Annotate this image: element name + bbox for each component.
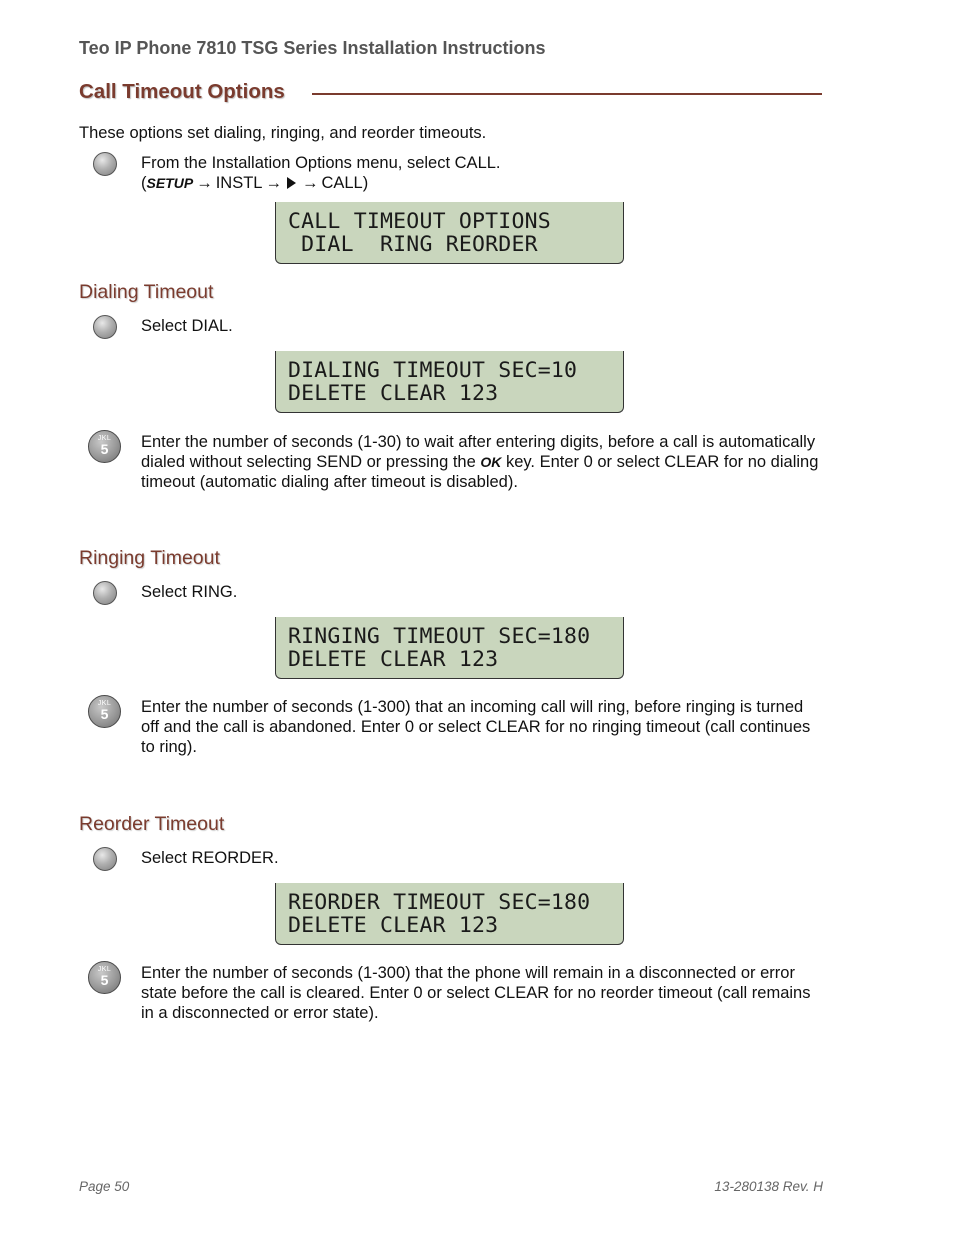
key-5-icon bbox=[88, 430, 121, 463]
select-ring-text: Select RING. bbox=[141, 583, 238, 601]
key-digit: 5 bbox=[100, 441, 109, 457]
step-select-call: From the Installation Options menu, select CALL. bbox=[141, 154, 501, 172]
path-instl: INSTL bbox=[215, 174, 263, 192]
lcd-line-2: DELETE CLEAR 123 bbox=[288, 381, 499, 406]
lcd-line-1: REORDER TIMEOUT SEC=180 bbox=[288, 890, 591, 915]
menu-path bbox=[141, 173, 368, 193]
ok-key-label: OK bbox=[480, 454, 502, 470]
setup-key-label: SETUP bbox=[146, 175, 194, 191]
lcd-display-dialing bbox=[275, 351, 624, 413]
document-number: 13-280138 Rev. H bbox=[714, 1179, 823, 1194]
ringing-timeout-heading: Ringing Timeout bbox=[79, 547, 220, 569]
step-bullet-icon bbox=[93, 315, 117, 339]
key-letters: JKL bbox=[97, 700, 112, 707]
arrow-right-icon: → bbox=[301, 174, 319, 192]
lcd-display-ringing bbox=[275, 617, 624, 679]
lcd-line-1: RINGING TIMEOUT SEC=180 bbox=[288, 624, 591, 649]
lcd-line-2: DELETE CLEAR 123 bbox=[288, 647, 499, 672]
select-dial-text: Select DIAL. bbox=[141, 317, 233, 335]
lcd-line-2: DIAL RING REORDER bbox=[288, 232, 538, 257]
dialing-description bbox=[141, 432, 821, 492]
section-rule bbox=[312, 93, 822, 95]
select-reorder-text: Select REORDER. bbox=[141, 849, 279, 867]
arrow-right-icon: → bbox=[196, 174, 213, 192]
play-triangle-icon bbox=[287, 177, 296, 189]
desc-part: key. Enter 0 or select CLEAR for no dialing timeout (automatic dialing after timeout is disabled). bbox=[141, 453, 819, 491]
key-letters: JKL bbox=[97, 435, 112, 442]
lcd-line-1: CALL TIMEOUT OPTIONS bbox=[288, 209, 551, 234]
step-bullet-icon bbox=[93, 581, 117, 605]
lcd-display-reorder bbox=[275, 883, 624, 945]
page-number: Page 50 bbox=[79, 1179, 130, 1194]
path-open: ( bbox=[141, 174, 147, 192]
document-title: Teo IP Phone 7810 TSG Series Installation Instructions bbox=[79, 38, 546, 58]
lcd-line-1: DIALING TIMEOUT SEC=10 bbox=[288, 358, 578, 383]
dialing-timeout-heading: Dialing Timeout bbox=[79, 281, 214, 303]
key-5-icon bbox=[88, 961, 121, 994]
desc-part: Enter the number of seconds (1-30) to wait after entering digits, before a call is automatically dialed without selecting SEND or pressing the bbox=[141, 433, 816, 471]
key-digit: 5 bbox=[100, 972, 109, 988]
lcd-display-call-timeout bbox=[275, 202, 624, 264]
reorder-description: Enter the number of seconds (1-300) that the phone will remain in a disconnected or error state before the call is cleared. Enter 0 or select CLEAR for no reorder timeout (call remains in a disconnected or error state). bbox=[141, 964, 811, 1022]
key-digit: 5 bbox=[100, 706, 109, 722]
arrow-right-icon: → bbox=[265, 174, 282, 192]
step-bullet-icon bbox=[93, 152, 117, 176]
lcd-line-2: DELETE CLEAR 123 bbox=[288, 913, 499, 938]
step-bullet-icon bbox=[93, 847, 117, 871]
ringing-description: Enter the number of seconds (1-300) that an incoming call will ring, before ringing is turned off and the call is abandoned. Enter 0 or select CLEAR for no ringing timeout (call continues to ring). bbox=[141, 698, 811, 756]
intro-text: These options set dialing, ringing, and reorder timeouts. bbox=[79, 124, 487, 142]
reorder-timeout-heading: Reorder Timeout bbox=[79, 813, 225, 835]
key-letters: JKL bbox=[97, 966, 112, 973]
path-call: CALL) bbox=[321, 174, 369, 192]
section-heading: Call Timeout Options bbox=[79, 80, 285, 103]
key-5-icon bbox=[88, 695, 121, 728]
